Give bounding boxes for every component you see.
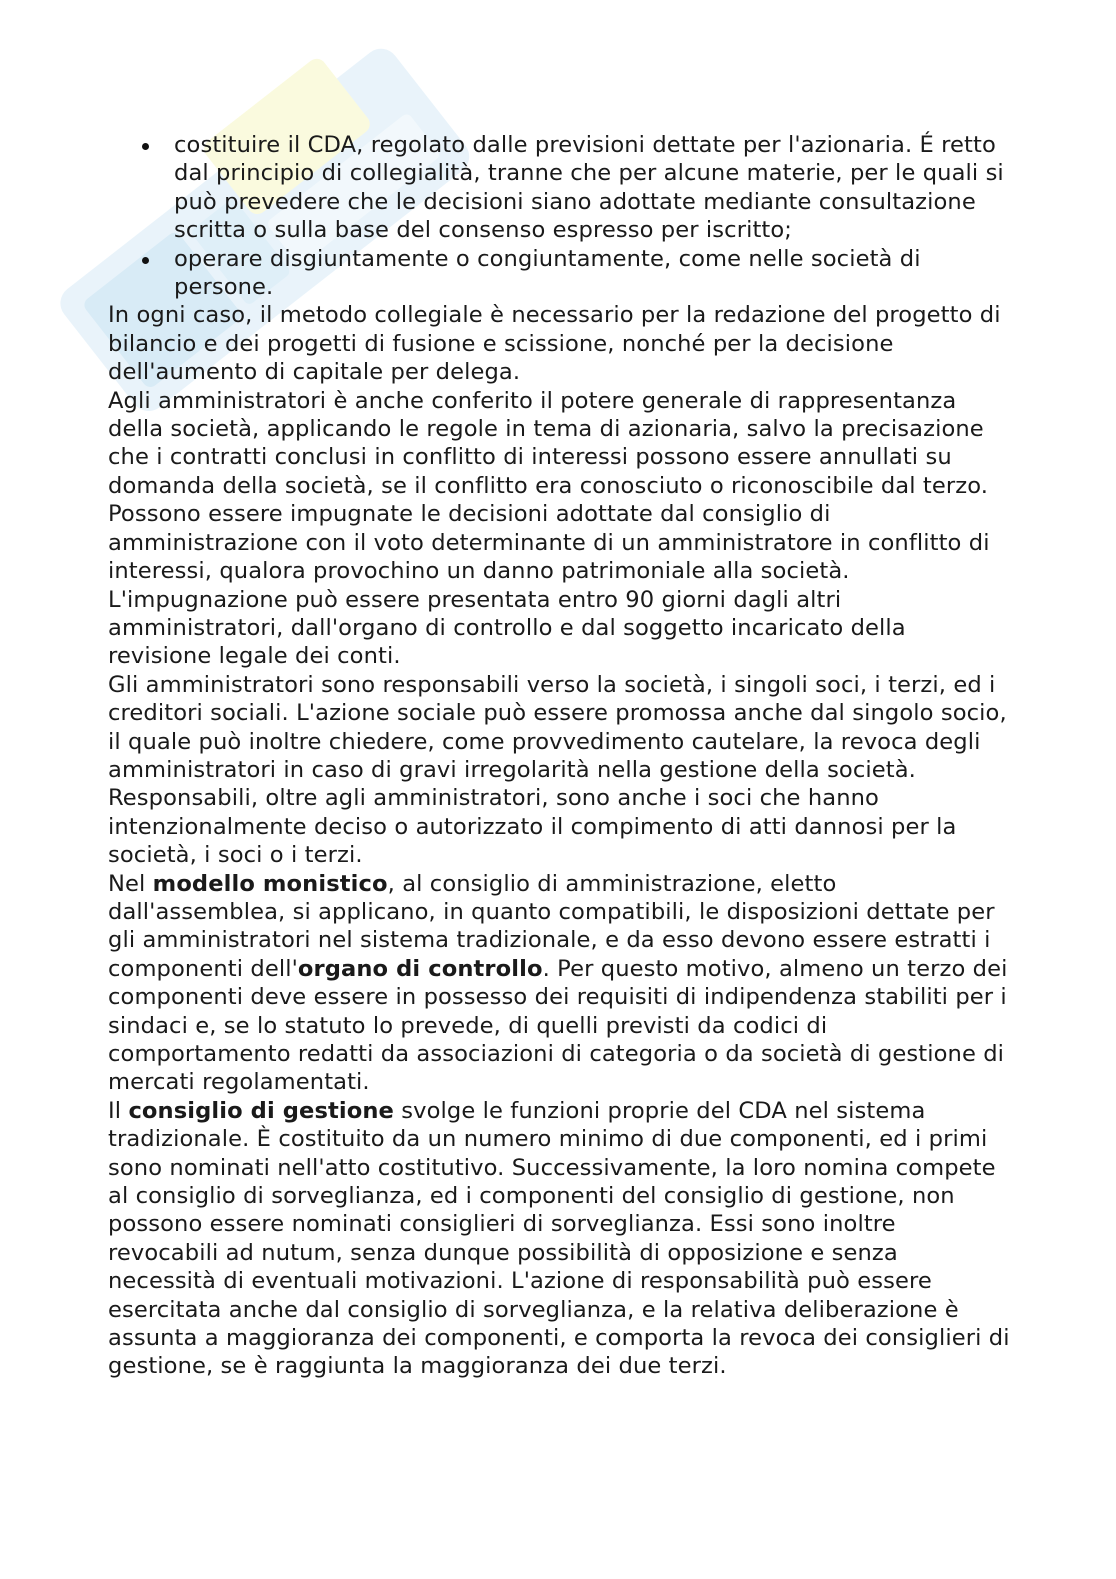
bold-term-organo-di-controllo: organo di controllo <box>297 955 543 982</box>
text-run: svolge le funzioni proprie del CDA nel sistema tradizionale. È costituito da un numero minimo di due componenti, ed i primi sono nominati nell'atto costitutivo. Successivamente, la loro nomina compete al consiglio di sorveglianza, ed i componenti del consiglio di gestione, non possono essere nominati consiglieri di sorveglianza. Essi sono inoltre revocabili ad nutum, senza dunque possibilità di opposizione e senza necessità di eventuali motivazioni. L'azione di responsabilità può essere esercitata anche dal consiglio di sorveglianza, e la relativa deliberazione è assunta a maggioranza dei componenti, e comporta la revoca dei consiglieri di gestione, se è raggiunta la maggioranza dei due terzi. <box>108 1097 1010 1380</box>
bold-term-consiglio-di-gestione: consiglio di gestione <box>128 1097 394 1124</box>
paragraph-responsabilita: Gli amministratori sono responsabili verso la società, i singoli soci, i terzi, ed i creditori sociali. L'azione sociale può essere promossa anche dal singolo socio, il quale può inoltre chiedere, come provvedimento cautelare, la revoca degli amministratori in caso di gravi irregolarità nella gestione della società. Responsabili, oltre agli amministratori, sono anche i soci che hanno intenzionalmente deciso o autorizzato il compimento di atti dannosi per la società, i soci o i terzi. <box>108 671 1007 869</box>
bullet-item: costituire il CDA, regolato dalle previsioni dettate per l'azionaria. É retto dal principio di collegialità, tranne che per alcune materie, per le quali si può prevedere che le decisioni siano adottate mediante consultazione scritta o sulla base del consenso espresso per iscritto; <box>174 131 1013 245</box>
text-run: , al consiglio di amministrazione, eletto dall'assemblea, si applicano, in quanto compatibili, le disposizioni dettate per gli amministratori nel sistema tradizionale, e da esso devono essere estratti i componenti dell' <box>108 870 995 982</box>
bullet-item: operare disgiuntamente o congiuntamente, come nelle società di persone. <box>174 245 1013 302</box>
paragraph-modello-monistico <box>108 870 1013 1097</box>
bold-term-modello-monistico: modello monistico <box>152 870 388 897</box>
text-run: . Per questo motivo, almeno un terzo dei componenti deve essere in possesso dei requisiti di indipendenza stabiliti per i sindaci e, se lo statuto lo prevede, di quelli previsti da codici di comportamento redatti da associazioni di categoria o da società di gestione di mercati regolamentati. <box>108 955 1008 1096</box>
paragraph-impugnazione: Possono essere impugnate le decisioni adottate dal consiglio di amministrazione con il voto determinante di un amministratore in conflitto di interessi, qualora provochino un danno patrimoniale alla società. L'impugnazione può essere presentata entro 90 giorni dagli altri amministratori, dall'organo di controllo e dal soggetto incaricato della revisione legale dei conti. <box>108 501 990 670</box>
document-body <box>108 131 1013 1381</box>
text-run: Il <box>108 1097 129 1124</box>
paragraph-consiglio-di-gestione <box>108 1097 1013 1381</box>
text-run: Nel <box>108 870 153 897</box>
paragraph-metodo-collegiale: In ogni caso, il metodo collegiale è necessario per la redazione del progetto di bilancio e dei progetti di fusione e scissione, nonché per la decisione dell'aumento di capitale per delega. <box>108 302 1001 386</box>
paragraph-rappresentanza: Agli amministratori è anche conferito il potere generale di rappresentanza della società, applicando le regole in tema di azionaria, salvo la precisazione che i contratti conclusi in conflitto di interessi possono essere annullati su domanda della società, se il conflitto era conosciuto o riconoscibile dal terzo. <box>108 387 989 499</box>
bullet-list <box>108 131 1013 301</box>
